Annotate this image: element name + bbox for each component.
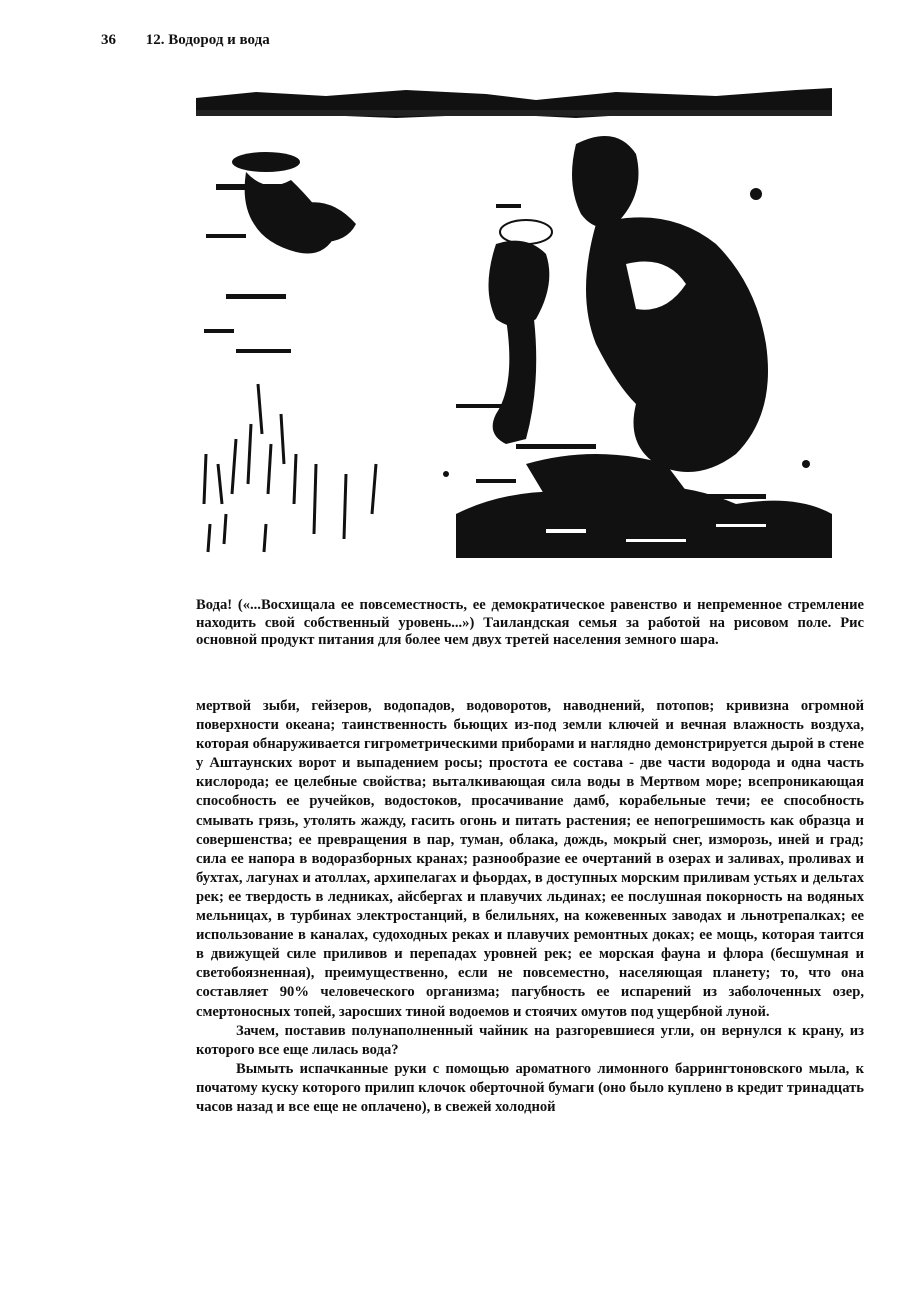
body-text — [196, 697, 864, 1117]
paragraph: Зачем, поставив полунаполненный чайник на разгоревшиеся угли, он вернулся к крану, из которого все еще лилась вода? — [196, 1022, 864, 1058]
paragraph: мертвой зыби, гейзеров, водопадов, водоворотов, наводнений, потопов; кривизна огромной поверхности океана; таинственность бьющих из-под земли ключей и вечная влажность воздуха, которая обнаруживается гигрометрическими приборами и наглядно демонстрируется дырой в стене у Аштаунских ворот и выпадением росы; простота ее состава - две части водорода и одна часть кислорода; ее целебные свойства; выталкивающая сила воды в Мертвом море; всепроникающая способность ее ручейков, водостоков, просачивание дамб, корабельные течи; ее способность смывать грязь, утолять жажду, гасить огонь и питать растения; ее непогрешимость как образца и совершенства; ее превращения в пар, туман, облака, дождь, мокрый снег, изморозь, иней и град; сила ее напора в водоразборных кранах; разнообразие ее очертаний в озерах и заливах, проливах и бухтах, лагунах и атоллах, архипелагах и фьордах, в доступных морским приливам устьях и дельтах рек; ее твердость в ледниках, айсбергах и плавучих льдинах; ее послушная покорность на водяных мельницах, в турбинах электростанций, в белильнях, на кожевенных заводах и льнотрепалках; ее использование в каналах, судоходных реках и плавучих ремонтных доках; ее мощь, которая таится в движущей силе приливов и перепадах уровней рек; ее морская фауна и флора (бесшумная и светобоязненная), преимущественно, если не повсеместно, населяющая планету; то, что она составляет 90% человеческого организма; пагубность ее испарений из заболоченных озер, смертоносных топей, заросших тиной водоемов и стоячих омутов под ущербной луной. — [196, 698, 864, 1020]
paragraph: Вымыть испачканные руки с помощью ароматного лимонного баррингтоновского мыла, к початому куску которого прилип клочок оберточной бумаги (оно было куплено в кредит тринадцать часов назад и все еще не оплачено), в свежей холодной — [196, 1060, 864, 1115]
rice-field-photo — [196, 84, 832, 558]
page-number: 36 — [101, 32, 116, 48]
photo-caption: Вода! («...Восхищала ее повсеместность, ее демократическое равенство и непременное стремление находить свой собственный уровень...») Таиландская семья за работой на рисовом поле. Рис основной продукт питания для более чем двух третей населения земного шара. — [196, 597, 864, 649]
page-header — [101, 32, 270, 49]
chapter-title: 12. Водород и вода — [145, 32, 270, 48]
